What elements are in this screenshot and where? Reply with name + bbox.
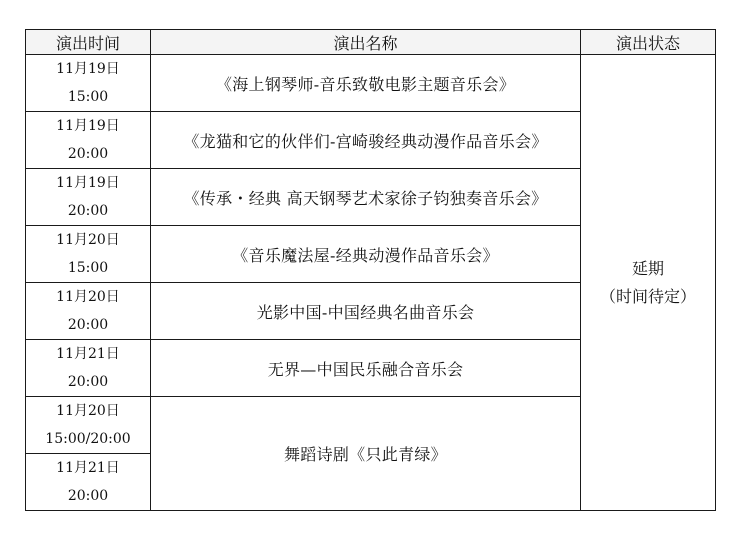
time-cell [26,454,151,511]
time-cell [26,340,151,397]
status-cell [581,55,716,511]
date-text: 11月20日 [56,232,120,248]
time-cell [26,112,151,169]
time-text: 20:00 [67,374,109,390]
time-cell [26,55,151,112]
performance-name: 光影中国-中国经典名曲音乐会 [151,283,581,340]
performance-name: 《海上钢琴师-音乐致敬电影主题音乐会》 [151,55,581,112]
status-note: （时间待定） [599,286,696,306]
time-text: 15:00 [67,260,109,276]
time-text: 15:00/20:00 [45,431,131,447]
performance-name: 《传承・经典 高天钢琴艺术家徐子钧独奏音乐会》 [151,169,581,226]
date-text: 11月19日 [56,118,120,134]
time-cell [26,283,151,340]
time-text: 20:00 [67,317,109,333]
date-text: 11月21日 [56,460,120,476]
date-text: 11月19日 [56,61,120,77]
date-text: 11月20日 [56,289,120,305]
header-status: 演出状态 [581,30,716,55]
header-time: 演出时间 [26,30,151,55]
time-text: 20:00 [67,488,109,504]
time-text: 20:00 [67,146,109,162]
performance-name: 无界—中国民乐融合音乐会 [151,340,581,397]
time-text: 15:00 [67,89,109,105]
time-text: 20:00 [67,203,109,219]
table-row [26,55,716,112]
performance-name: 舞蹈诗剧《只此青绿》 [151,397,581,511]
performance-name: 《龙猫和它的伙伴们-宫崎骏经典动漫作品音乐会》 [151,112,581,169]
date-text: 11月21日 [56,346,120,362]
time-cell [26,169,151,226]
performance-schedule-table [25,29,716,511]
header-row [26,30,716,55]
time-cell [26,226,151,283]
date-text: 11月19日 [56,175,120,191]
status-text: 延期 [631,258,664,278]
performance-name: 《音乐魔法屋-经典动漫作品音乐会》 [151,226,581,283]
date-text: 11月20日 [56,403,120,419]
time-cell [26,397,151,454]
header-name: 演出名称 [151,30,581,55]
